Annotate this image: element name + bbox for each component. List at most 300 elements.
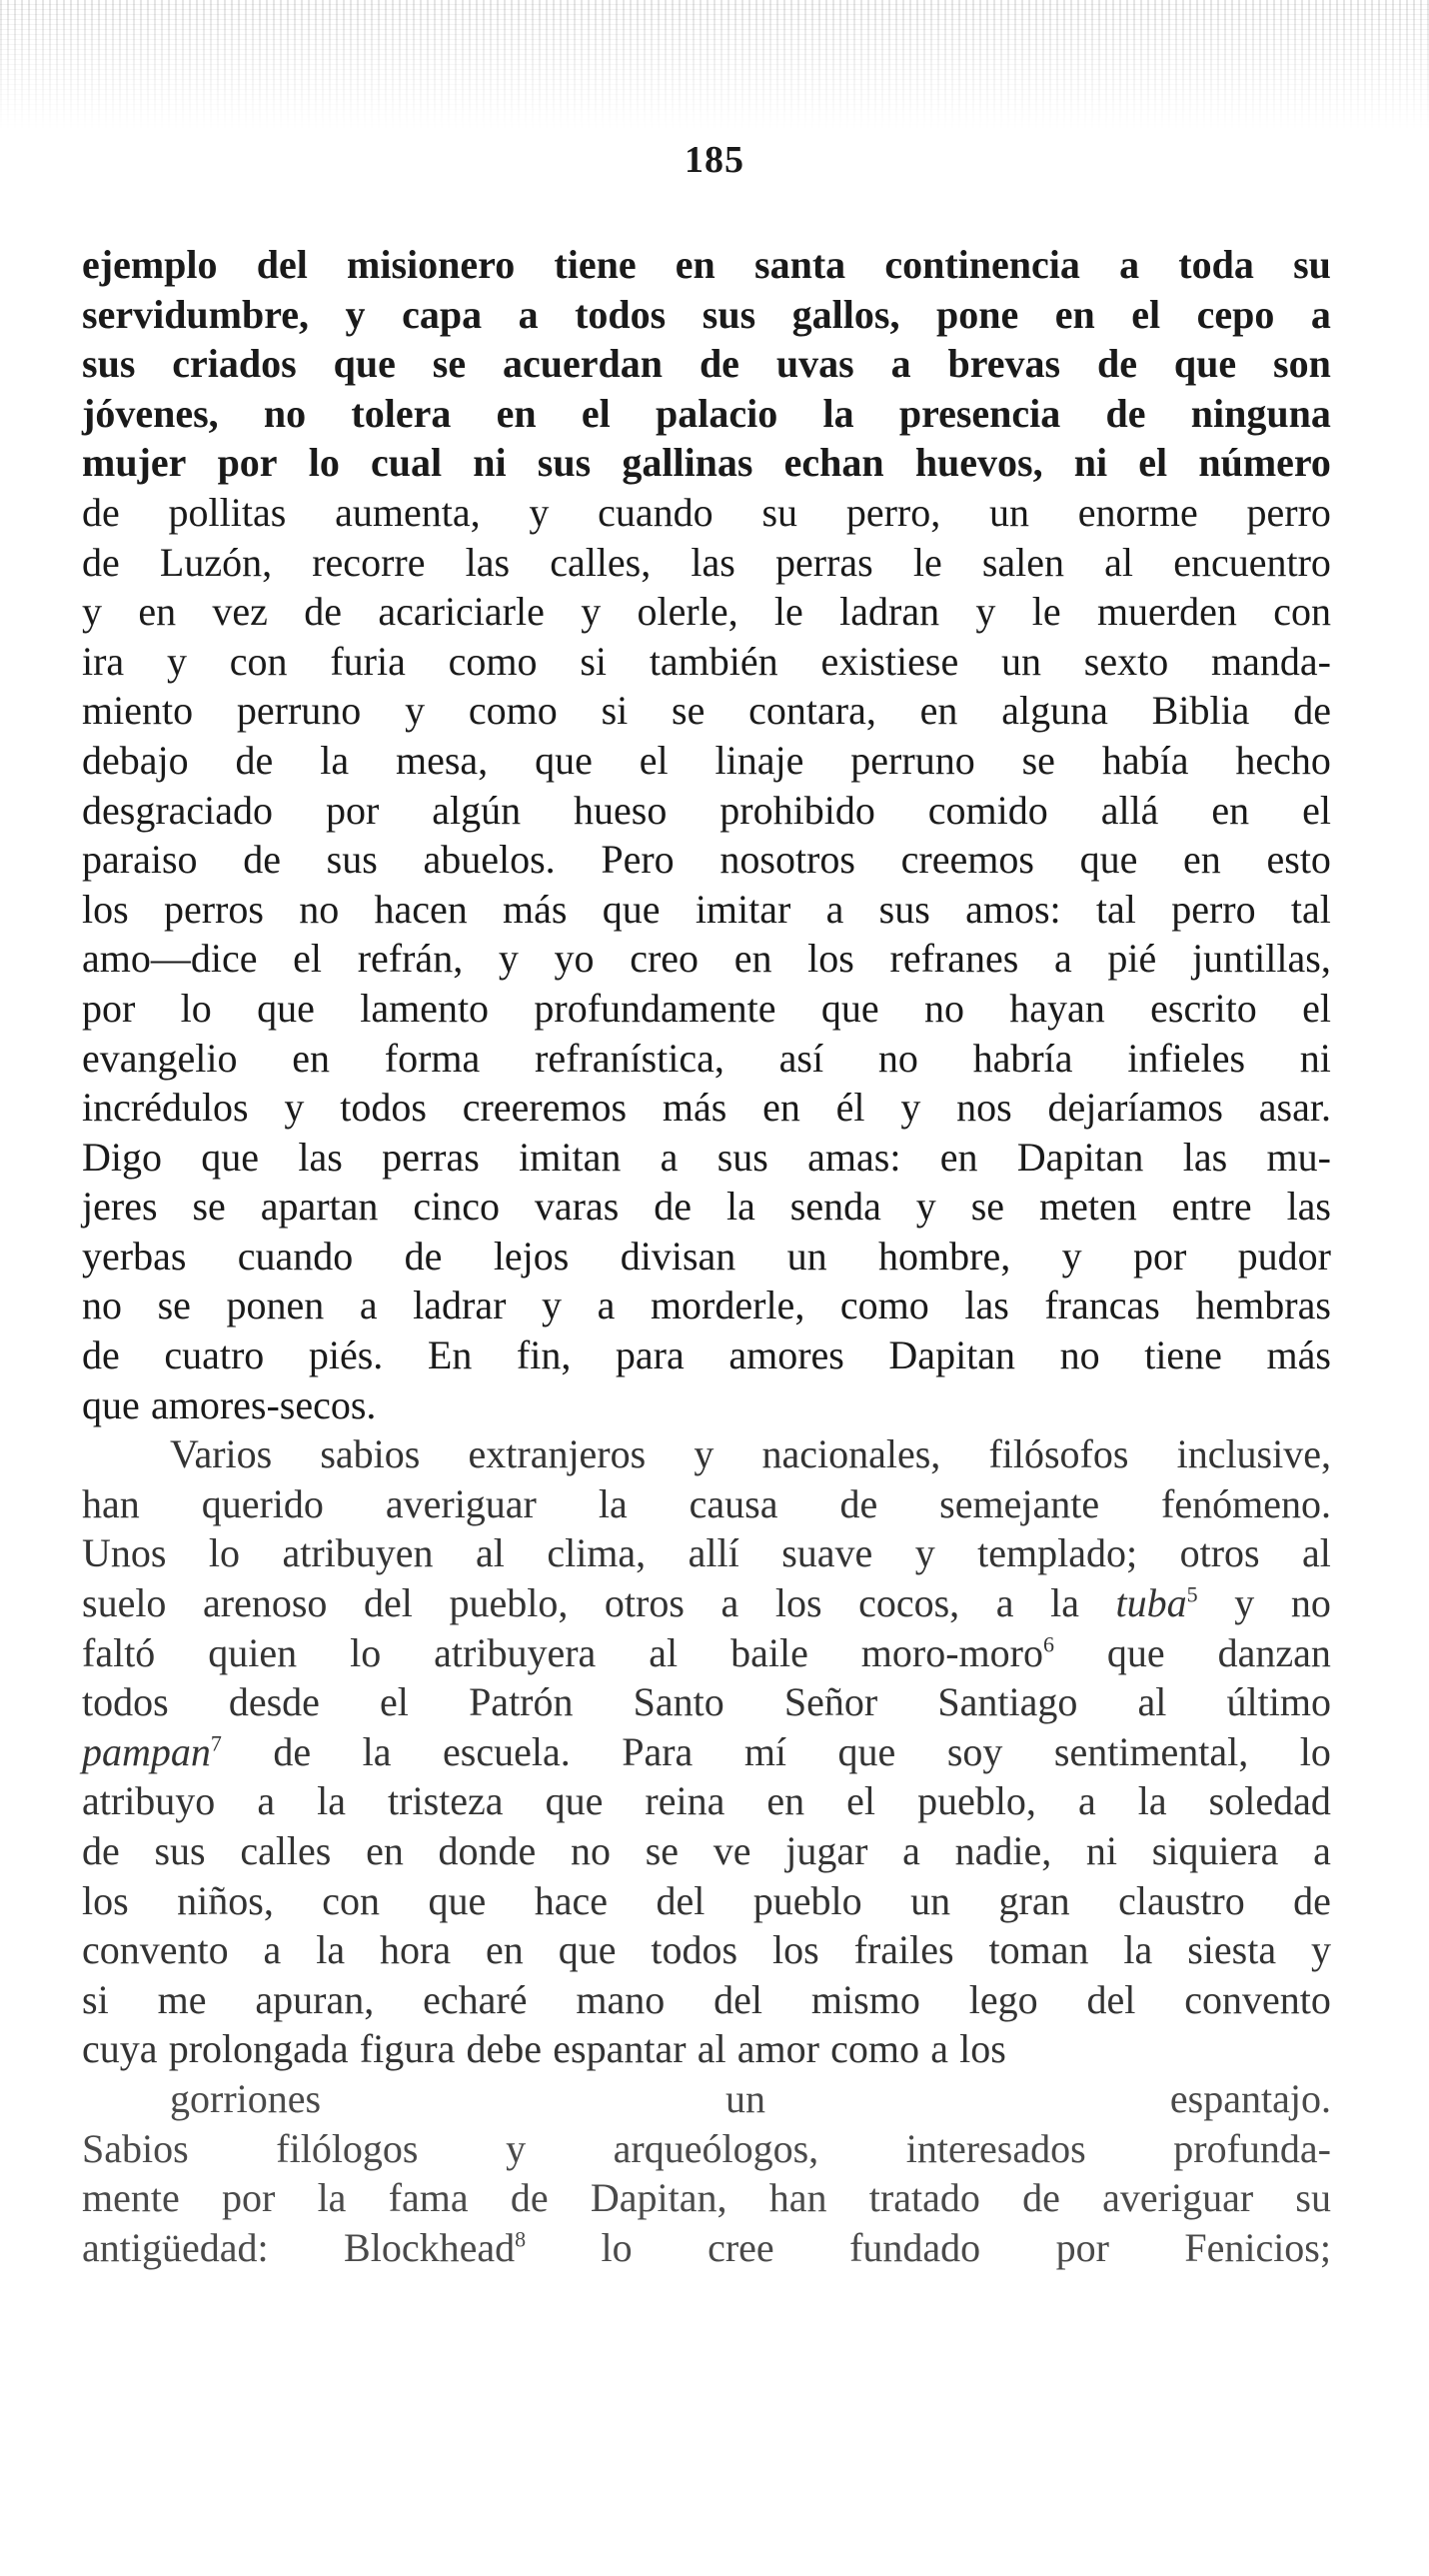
text-line [82,1133,1331,1183]
text-word: arenoso [203,1580,328,1626]
text-word: danzan [1217,1629,1331,1675]
text-line [82,339,1331,389]
text-word: a [1053,936,1072,982]
text-word: Para [622,1728,694,1774]
text-word: de [839,1480,878,1526]
text-word: a [359,1283,378,1328]
text-word: que [428,1877,487,1923]
text-word: comido [927,787,1048,833]
text-word: huevos, [914,440,1043,486]
text-word: recorre [312,539,426,585]
text-word: nosotros [719,837,855,883]
text-word: inclusive, [1176,1431,1331,1477]
text-word: habría [972,1035,1073,1081]
text-word: lamento [360,985,490,1031]
text-word: sus [537,440,592,486]
text-word: hecho [1235,737,1331,783]
text-word: de [273,1728,312,1774]
text-word: debajo [82,737,189,783]
text-word: y [542,1283,563,1328]
text-word: soledad [1208,1778,1331,1824]
text-line [82,885,1331,935]
text-word: algún [432,787,522,833]
text-word: perro, [845,489,941,535]
text-line [82,984,1331,1034]
text-line [82,736,1331,786]
text-word: último [1226,1679,1331,1725]
text-word: debe [466,2026,543,2072]
text-word: jugar [785,1828,868,1873]
text-word: otros [1179,1530,1260,1576]
text-word: la [317,2175,347,2221]
text-word: frailes [853,1927,954,1973]
text-word: en [733,936,772,982]
footnote-marker: 8 [515,2226,527,2252]
text-word: sus [326,837,378,883]
text-word: de [404,1233,443,1279]
text-word: hayan [1009,985,1105,1031]
text-word: las [1286,1184,1331,1230]
text-word: en [1183,837,1221,883]
text-word: del [714,1976,763,2022]
text-word: allá [1100,787,1159,833]
text-word: perro [1171,886,1256,932]
text-word: sexto [1083,638,1169,684]
text-word: mí [743,1728,787,1774]
footnote-marker: 7 [210,1730,222,1756]
text-word: en [486,1927,524,1973]
text-word: no [923,985,964,1031]
text-word: al [476,1530,505,1576]
text-word: jóvenes, [82,390,219,436]
text-word: mesa, [395,737,489,783]
text-word: Dapitan [888,1332,1016,1378]
text-word: en [366,1828,404,1873]
text-word: a [257,1778,276,1824]
text-word: ni [1073,440,1108,486]
text-word: sus [82,341,136,387]
text-word: incrédulos [82,1085,249,1131]
text-word: apuran, [255,1976,375,2022]
footnote-marker: 5 [1186,1581,1198,1607]
text-word: no [877,1035,918,1081]
text-word: pié [1107,936,1157,982]
text-word: pudor [1237,1233,1331,1279]
text-word: ninguna [1190,390,1331,436]
text-word: siquiera [1151,1828,1279,1873]
text-word: semejante [939,1480,1100,1526]
text-word: de [235,737,274,783]
text-word: no [1290,1580,1331,1626]
text-word: se [432,341,467,387]
text-line [82,1876,1331,1926]
text-word: que [201,1134,260,1180]
text-word: creo [630,936,700,982]
text-word: donde [438,1828,537,1873]
text-word: evangelio [82,1035,238,1081]
text-word: en [292,1035,331,1081]
text-line [82,1628,1331,1678]
text-word: los [774,1580,822,1626]
text-word: más [662,1085,727,1131]
text-word: la [1050,1580,1079,1626]
text-word: calles, [550,539,652,585]
text-word: que [82,1381,140,1427]
text-word: todos [340,1085,427,1131]
text-word: ejemplo [82,242,218,287]
text-word: mu- [1266,1134,1331,1180]
text-word: número [1198,440,1331,486]
text-word: Dapitan [1016,1134,1144,1180]
text-word: reina [645,1778,725,1824]
text-line [82,538,1331,588]
text-word: morderle, [650,1283,805,1328]
text-word: cocos, [858,1580,960,1626]
text-word: asar. [1258,1085,1331,1131]
text-word: hora [380,1927,452,1973]
text-word: si [580,638,608,684]
text-word: cinco [413,1184,500,1230]
text-line [82,1975,1331,2025]
text-word: echaré [423,1976,528,2022]
text-word: cree [708,2224,774,2270]
text-word: escrito [1150,985,1257,1031]
text-word: todos [575,291,667,337]
text-word: profundamente [534,985,776,1031]
text-word: de [304,589,343,635]
text-word: aumenta, [335,489,481,535]
text-word: sus [878,886,930,932]
text-word: no [82,1283,122,1328]
text-word: para [615,1332,685,1378]
text-word: salen [981,539,1065,585]
text-word: con [229,638,288,684]
text-word: el [1131,291,1161,337]
text-line [82,1380,1331,1430]
text-word: capa [402,291,483,337]
text-word: con [322,1877,381,1923]
text-line [82,587,1331,637]
text-word: que [545,1778,604,1824]
text-word: y [915,1184,936,1230]
text-word: de [654,1184,693,1230]
text-word: que [837,1728,896,1774]
text-word: de [82,539,120,585]
text-word: Dapitan, [590,2175,727,2221]
text-word: lejos [493,1233,570,1279]
text-word: en [1054,291,1095,337]
text-word: pueblo, [917,1778,1036,1824]
text-word: desgraciado [82,787,274,833]
text-word: ladrar [413,1283,507,1328]
text-word: han [82,1480,140,1526]
text-word: atribuyera [434,1629,597,1675]
text-word: y [345,291,366,337]
text-word: desde [228,1679,320,1725]
text-word: el [639,737,669,783]
text-word: templado; [977,1530,1138,1576]
text-word: cuando [598,489,714,535]
text-word: le [773,589,803,635]
text-word: por [1055,2224,1109,2270]
text-word: en [1211,787,1250,833]
text-word: cuando [237,1233,354,1279]
text-word: y [1061,1233,1082,1279]
text-word: han [768,2175,827,2221]
text-word: imitan [519,1134,622,1180]
text-word: el [846,1778,876,1824]
text-word: claustro [1118,1877,1245,1923]
text-word: santa [754,242,846,287]
text-word: de [1293,1877,1331,1923]
text-word: tristeza [388,1778,504,1824]
text-word: un [910,1877,951,1923]
text-line [82,438,1331,488]
text-line [82,1925,1331,1975]
text-word: a [1077,1778,1096,1824]
text-word: quien [208,1629,298,1675]
text-word: del [656,1877,706,1923]
text-word: sus [702,291,756,337]
text-word: continencia [884,242,1080,287]
text-word: Patrón [469,1679,574,1725]
text-word: los [807,936,854,982]
text-word: nacionales, [761,1431,941,1477]
text-word: por [221,2175,276,2221]
text-word: los [959,2026,1006,2072]
text-word: como [830,2026,920,2072]
page-number: 185 [685,139,744,181]
text-word: hace [534,1877,608,1923]
text-word: lo [350,1629,382,1675]
text-word: perras [774,539,873,585]
text-word: niños, [177,1877,274,1923]
text-word: la [598,1480,628,1526]
text-word: tiene [1144,1332,1222,1378]
text-word: dejaríamos [1047,1085,1223,1131]
text-word: profunda- [1173,2125,1331,2171]
text-word: otros [604,1580,685,1626]
text-word: lo [601,2224,633,2270]
text-word: todos [651,1927,738,1973]
text-line [82,2074,1331,2124]
text-word: los [82,886,129,932]
text-word: son [1273,341,1331,387]
text-word: de [699,341,739,387]
text-word: de [1022,2175,1060,2221]
text-word: un [786,1233,827,1279]
text-word: varas [534,1184,620,1230]
text-word: querido [201,1480,324,1526]
text-word: el [581,390,611,436]
text-word: Fenicios; [1184,2224,1331,2270]
text-word: pueblo [752,1877,862,1923]
text-line [82,1776,1331,1826]
text-word: cuatro [164,1332,265,1378]
text-word: y [694,1431,714,1477]
text-word: contara, [748,688,876,734]
text-word: en [675,242,715,287]
text-word: se [672,688,706,734]
text-word: y [284,1085,305,1131]
text-line [82,2024,1331,2074]
text-word: como [468,688,558,734]
text-word: su [1295,2175,1331,2221]
text-word: por [325,787,380,833]
text-word: que [1079,837,1138,883]
text-word: fama [388,2175,469,2221]
text-word: las [964,1283,1009,1328]
text-word: el [1302,787,1331,833]
text-word: Biblia [1151,688,1250,734]
text-word: de [1105,390,1146,436]
text-word: clima, [547,1530,647,1576]
text-line [82,1330,1331,1380]
text-word: tratado [868,2175,980,2221]
text-word: no [571,1828,612,1873]
text-word: se [970,1184,1005,1230]
text-word: un [989,489,1030,535]
text-word: Varios [170,1431,273,1477]
text-word: a [1119,242,1140,287]
text-line [82,1677,1331,1727]
text-word: y [900,1085,921,1131]
text-word: si [601,688,629,734]
text-word: averiguar [1102,2175,1254,2221]
text-line [82,1578,1331,1628]
text-word: entre [1171,1184,1252,1230]
text-word: la [1137,1778,1167,1824]
text-word: más [1266,1332,1331,1378]
text-word: jeres [82,1184,158,1230]
text-word: la [725,1184,755,1230]
text-word: acuerdan [503,341,664,387]
text-word: al [649,1629,679,1675]
text-word: Pero [601,837,675,883]
text-word: sus [154,1828,206,1873]
text-word: averiguar [385,1480,537,1526]
text-word: la [320,737,350,783]
text-word: Unos [82,1530,167,1576]
text-word: un [725,2075,765,2121]
text-word: linaje [714,737,804,783]
text-word: el [380,1679,409,1725]
text-word: siesta [1187,1927,1277,1973]
text-word: su [761,489,798,535]
text-word: así [778,1035,824,1081]
text-word: de [82,1828,120,1873]
text-word: que [333,341,396,387]
text-word: francas [1044,1283,1160,1328]
text-word: servidumbre, [82,291,310,337]
text-word: a [597,1283,616,1328]
text-word: piés. [308,1332,384,1378]
text-word: en [919,688,958,734]
text-word: amo—dice [82,936,258,982]
text-line [82,835,1331,885]
text-word: juntillas, [1191,936,1331,982]
text-word: cuya [82,2026,158,2072]
text-word: moro-moro$^6$ [860,1629,1054,1675]
text-line [82,934,1331,984]
text-word: también [649,638,778,684]
text-word: Blockhead$^8$ [344,2224,527,2270]
text-word: ni [1299,1035,1331,1081]
text-word: la [362,1728,392,1774]
text-word: divisan [620,1233,736,1279]
text-word: que [820,985,879,1031]
text-word: Señor [783,1679,878,1725]
text-line [82,2173,1331,2223]
text-word: la [317,1778,347,1824]
text-line [82,1727,1331,1777]
text-word: yerbas [82,1233,187,1279]
text-word: filósofos [988,1431,1129,1477]
text-word: soy [946,1728,1003,1774]
text-word: Sabios [82,2125,189,2171]
text-word: enorme [1077,489,1198,535]
text-line [82,1528,1331,1578]
text-word: por [1132,1233,1187,1279]
text-line [82,1479,1331,1529]
text-word: ponen [226,1283,325,1328]
text-word: a [518,291,539,337]
text-word: sus [716,1134,768,1180]
text-word: Santo [633,1679,724,1725]
text-word: prohibido [719,787,875,833]
text-word: creemos [900,837,1034,883]
text-word: espantajo. [1169,2075,1331,2121]
text-word: a [720,1580,739,1626]
text-word: y [166,638,187,684]
text-word: de [1293,688,1331,734]
text-word: en [766,1778,805,1824]
text-word: mujer [82,440,187,486]
text-word: de [1096,341,1137,387]
text-word: todos [82,1679,169,1725]
text-word: los [772,1927,819,1973]
text-line [82,240,1331,290]
text-word: suelo [82,1580,167,1626]
text-word: a [263,1927,282,1973]
text-word: ira [82,638,125,684]
text-word: convento [82,1927,229,1973]
text-word: atribuyen [282,1530,434,1576]
text-word: el [293,936,323,982]
text-word: refranística, [535,1035,724,1081]
text-word: y [1311,1927,1331,1973]
text-word: vez [212,589,268,635]
text-word: arqueólogos, [613,2125,819,2171]
text-line [82,1281,1331,1330]
text-word: mente [82,2175,180,2221]
text-word: tal [1290,886,1331,932]
text-word: tal [1095,886,1136,932]
text-word: meten [1039,1184,1137,1230]
text-word: y [1234,1580,1255,1626]
text-word: de [243,837,281,883]
text-word: yo [554,936,595,982]
text-word: amores [728,1332,844,1378]
text-line [82,2124,1331,2174]
text-word: y [975,589,996,635]
text-line [82,686,1331,736]
text-word: lo [208,1530,241,1576]
text-word: hembras [1195,1283,1331,1328]
text-word: encuentro [1173,539,1331,585]
text-word: lo [308,440,340,486]
text-word: que [257,985,315,1031]
